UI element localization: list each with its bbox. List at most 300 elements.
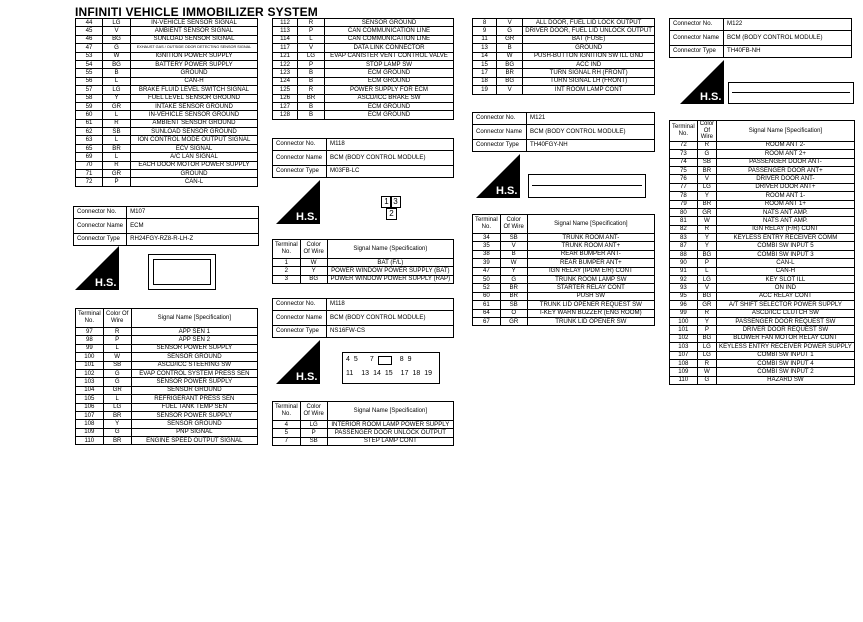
wire-color-cell: L	[298, 35, 325, 43]
terminal-no-cell: 35	[473, 242, 501, 250]
connector-name-value: BCM (BODY CONTROL MODULE)	[327, 151, 454, 166]
wire-color-cell: Y	[103, 94, 131, 102]
signal-name-cell: CAN-L	[717, 259, 855, 267]
signal-name-cell: DRIVER DOOR ANT+	[717, 183, 855, 191]
table-row	[273, 275, 454, 283]
table-row	[670, 301, 855, 309]
table-row	[76, 378, 258, 386]
wire-color-cell: R	[298, 19, 325, 27]
table-row	[273, 60, 454, 68]
terminal-no-cell: 110	[670, 376, 698, 384]
signal-name-cell: ECM GROUND	[325, 77, 454, 85]
wire-color-cell: B	[298, 111, 325, 119]
col-signal: Signal Name [Specification]	[717, 121, 855, 142]
signal-name-cell: SENSOR POWER SUPPLY	[131, 378, 257, 386]
signal-name-cell: SENSOR GROUND	[131, 420, 257, 428]
signal-name-cell: KEYLESS ENTRY RECEIVER COMM	[717, 234, 855, 242]
wire-color-cell: G	[497, 27, 523, 35]
col-signal: Signal Name [Specification]	[527, 215, 654, 234]
wire-color-cell: BR	[298, 94, 325, 102]
wire-color-cell: BR	[103, 411, 131, 419]
wire-color-cell: BR	[697, 200, 716, 208]
wire-color-cell: L	[103, 395, 131, 403]
signal-name-cell: NATS ANT AMP.	[717, 217, 855, 225]
signal-name-cell: APP SEN 2	[131, 336, 257, 344]
table-row	[76, 428, 258, 436]
terminal-table-7	[472, 214, 655, 326]
wire-color-cell: Y	[103, 420, 131, 428]
terminal-table-5	[272, 401, 454, 446]
wire-color-cell: P	[697, 259, 716, 267]
connector-name-label: Connector Name	[74, 219, 127, 234]
wire-color-cell: B	[298, 77, 325, 85]
table-row	[670, 267, 855, 275]
terminal-no-cell: 76	[670, 175, 698, 183]
connector-info-m118-b	[272, 298, 454, 338]
signal-name-cell: KEYLESS ENTRY RECEIVER POWER SUPPLY	[717, 343, 855, 351]
terminal-no-cell: 63	[76, 136, 103, 144]
table-row	[76, 161, 258, 169]
col-signal: Signal Name [Specification]	[131, 309, 257, 328]
signal-name-cell: PASSENGER DOOR REQUEST SW	[717, 317, 855, 325]
wire-color-cell: LG	[697, 343, 716, 351]
terminal-no-cell: 117	[273, 44, 298, 52]
signal-name-cell: IN-VEHICLE SENSOR GROUND	[131, 111, 258, 119]
terminal-no-cell: 102	[76, 369, 104, 377]
table-row	[670, 309, 855, 317]
pin-label: 5	[353, 356, 358, 363]
terminal-no-cell: 70	[76, 161, 103, 169]
terminal-no-cell: 39	[473, 259, 501, 267]
wire-color-cell: LG	[697, 183, 716, 191]
wire-color-cell: B	[497, 44, 523, 52]
signal-name-cell: TURN SIGNAL RH (FRONT)	[523, 69, 655, 77]
table-row	[473, 86, 655, 94]
signal-name-cell: STEP LAMP CONT	[327, 437, 453, 445]
signal-name-cell: ASCD/ICC STEERING SW	[131, 361, 257, 369]
table-row	[76, 420, 258, 428]
table-row	[670, 217, 855, 225]
table-row	[670, 368, 855, 376]
pin-label: 4	[346, 356, 350, 363]
signal-name-cell: ROOM ANT 2-	[717, 141, 855, 149]
wire-color-cell: BG	[103, 35, 131, 43]
terminal-no-cell: 45	[76, 27, 103, 35]
signal-name-cell: DRIVER DOOR ANT-	[717, 175, 855, 183]
table-row	[76, 60, 258, 68]
col-terminal: Terminal No.	[670, 121, 698, 142]
signal-name-cell: AMBIENT SENSOR SIGNAL	[131, 27, 258, 35]
terminal-no-cell: 80	[670, 208, 698, 216]
table-row	[273, 77, 454, 85]
wire-color-cell: Y	[697, 192, 716, 200]
terminal-no-cell: 3	[273, 275, 301, 283]
table-row	[76, 144, 258, 152]
terminal-no-cell: 92	[670, 276, 698, 284]
wire-color-cell: B	[298, 102, 325, 110]
signal-name-cell: CAN COMMUNICATION LINE	[325, 35, 454, 43]
wire-color-cell: G	[103, 428, 131, 436]
wire-color-cell: SB	[103, 128, 131, 136]
signal-name-cell: SENSOR POWER SUPPLY	[131, 411, 257, 419]
table-row	[273, 19, 454, 27]
terminal-no-cell: 71	[76, 170, 103, 178]
signal-name-cell: POWER WINDOW POWER SUPPLY (BAT)	[327, 267, 453, 275]
wire-color-cell: W	[500, 259, 527, 267]
wire-color-cell: W	[103, 52, 131, 60]
signal-name-cell: SUNLOAD SENSOR GROUND	[131, 128, 258, 136]
table-row	[473, 27, 655, 35]
connector-no-value: M118	[327, 299, 454, 311]
terminal-no-cell: 88	[670, 250, 698, 258]
terminal-no-cell: 11	[473, 35, 497, 43]
wire-color-cell: LG	[103, 19, 131, 27]
wire-color-cell: BR	[500, 292, 527, 300]
table-row	[76, 386, 258, 394]
table-row	[273, 111, 454, 119]
connector-no-value: M122	[724, 19, 852, 31]
pin-label: 9	[407, 356, 412, 363]
terminal-no-cell: 55	[76, 69, 103, 77]
wire-color-cell: V	[298, 44, 325, 52]
terminal-no-cell: 67	[473, 317, 501, 325]
signal-name-cell: CAN-H	[131, 77, 258, 85]
table-row	[670, 166, 855, 174]
connector-name-value: BCM (BODY CONTROL MODULE)	[527, 125, 655, 140]
terminal-no-cell: 59	[76, 102, 103, 110]
table-row	[273, 94, 454, 102]
terminal-no-cell: 64	[473, 309, 501, 317]
connector-type-label: Connector Type	[74, 234, 127, 246]
terminal-no-cell: 103	[76, 378, 104, 386]
terminal-no-cell: 98	[76, 336, 104, 344]
signal-name-cell: COMBI SW INPUT 5	[717, 242, 855, 250]
terminal-no-cell: 50	[473, 275, 501, 283]
table-row	[670, 208, 855, 216]
signal-name-cell: DRIVER DOOR REQUEST SW	[717, 326, 855, 334]
pin-label: 15	[384, 370, 393, 377]
table-row	[76, 178, 258, 186]
table-row	[273, 267, 454, 275]
pin-label: 1	[381, 196, 392, 208]
wire-color-cell: SB	[697, 158, 716, 166]
table-row	[76, 361, 258, 369]
signal-name-cell: REAR BUMPER ANT-	[527, 250, 654, 258]
table-row	[76, 119, 258, 127]
col-terminal: Terminal No.	[76, 309, 104, 328]
table-row	[670, 158, 855, 166]
connector-no-value: M107	[127, 207, 259, 219]
signal-name-cell: BAT (F/L)	[327, 259, 453, 267]
table-row	[76, 395, 258, 403]
table-row	[273, 27, 454, 35]
signal-name-cell: COMBI SW INPUT 2	[717, 368, 855, 376]
table-row	[76, 77, 258, 85]
wire-color-cell: P	[103, 178, 131, 186]
signal-name-cell: SENSOR GROUND	[325, 19, 454, 27]
col-color: Color Of Wire	[300, 240, 327, 259]
table-row	[473, 60, 655, 68]
terminal-no-cell: 91	[670, 267, 698, 275]
signal-name-cell: ION CONTROL MODE OUTPUT SIGNAL	[131, 136, 258, 144]
connector-diagram-m107	[148, 254, 216, 290]
wire-color-cell: BG	[497, 77, 523, 85]
table-row	[76, 19, 258, 27]
wire-color-cell: B	[500, 250, 527, 258]
table-row	[670, 376, 855, 384]
wire-color-cell: GR	[697, 301, 716, 309]
signal-name-cell: STOP LAMP SW	[325, 60, 454, 68]
wire-color-cell: G	[103, 44, 131, 52]
wire-color-cell: LG	[103, 403, 131, 411]
wire-color-cell: LG	[298, 52, 325, 60]
terminal-no-cell: 38	[473, 250, 501, 258]
signal-name-cell: GROUND	[131, 69, 258, 77]
terminal-table-6	[472, 18, 655, 95]
wire-color-cell: LG	[697, 276, 716, 284]
wire-color-cell: GR	[500, 317, 527, 325]
wire-color-cell: R	[697, 225, 716, 233]
connector-type-value: NS16FW-CS	[327, 326, 454, 338]
signal-name-cell: ASCD/ICC CLUTCH SW	[717, 309, 855, 317]
signal-name-cell: PNP SIGNAL	[131, 428, 257, 436]
terminal-no-cell: 18	[473, 77, 497, 85]
col-terminal: Terminal No.	[273, 240, 301, 259]
table-row	[670, 343, 855, 351]
connector-diagram-m122	[728, 82, 854, 104]
terminal-no-cell: 79	[670, 200, 698, 208]
col-terminal: Terminal No.	[473, 215, 501, 234]
signal-name-cell: ECM GROUND	[325, 111, 454, 119]
pin-label: 17	[400, 370, 409, 377]
connector-no-label: Connector No.	[670, 19, 724, 31]
terminal-no-cell: 82	[670, 225, 698, 233]
terminal-no-cell: 47	[76, 44, 103, 52]
terminal-no-cell: 90	[670, 259, 698, 267]
terminal-no-cell: 15	[473, 60, 497, 68]
terminal-no-cell: 108	[76, 420, 104, 428]
connector-latch	[378, 356, 392, 365]
wire-color-cell: GR	[103, 386, 131, 394]
signal-name-cell: TRUNK LID OPENER SW	[527, 317, 654, 325]
wire-color-cell: W	[497, 52, 523, 60]
signal-name-cell: PASSENGER DOOR UNLOCK OUTPUT	[327, 429, 453, 437]
signal-name-cell: ECV SIGNAL	[131, 144, 258, 152]
terminal-no-cell: 126	[273, 94, 298, 102]
wire-color-cell: V	[500, 242, 527, 250]
terminal-no-cell: 122	[273, 60, 298, 68]
signal-name-cell: DRIVER DOOR, FUEL LID UNLOCK OUTPUT	[523, 27, 655, 35]
signal-name-cell: IGNITION POWER SUPPLY	[131, 52, 258, 60]
wire-color-cell: BG	[697, 292, 716, 300]
pin-label: 19	[424, 370, 433, 377]
table-row	[670, 225, 855, 233]
signal-name-cell: IGN RELAY (F/R) CONT	[717, 225, 855, 233]
connector-type-label: Connector Type	[273, 326, 327, 338]
wire-color-cell: B	[103, 69, 131, 77]
terminal-no-cell: 87	[670, 242, 698, 250]
wire-color-cell: BG	[697, 250, 716, 258]
signal-name-cell: PUSH SW	[527, 292, 654, 300]
col-signal: Signal Name [Specification]	[327, 402, 453, 421]
wire-color-cell: BG	[497, 60, 523, 68]
wire-color-cell: V	[497, 19, 523, 27]
connector-name-label: Connector Name	[670, 31, 724, 46]
wire-color-cell: GR	[497, 35, 523, 43]
terminal-no-cell: 96	[670, 301, 698, 309]
connector-name-value: BCM (BODY CONTROL MODULE)	[327, 311, 454, 326]
wire-color-cell: Y	[300, 267, 327, 275]
wire-color-cell: GR	[697, 208, 716, 216]
terminal-no-cell: 56	[76, 77, 103, 85]
table-row	[670, 326, 855, 334]
connector-diagram-m118-a	[378, 194, 400, 226]
signal-name-cell: INTAKE SENSOR GROUND	[131, 102, 258, 110]
signal-name-cell: PASSENGER DOOR ANT-	[717, 158, 855, 166]
signal-name-cell: FUEL LEVEL SENSOR GROUND	[131, 94, 258, 102]
terminal-no-cell: 13	[473, 44, 497, 52]
wire-color-cell: W	[697, 217, 716, 225]
signal-name-cell: SENSOR POWER SUPPLY	[131, 344, 257, 352]
terminal-table-4	[272, 239, 454, 284]
terminal-no-cell: 101	[670, 326, 698, 334]
table-row	[473, 317, 655, 325]
table-row	[76, 86, 258, 94]
connector-diagram-m118-b	[342, 352, 440, 384]
table-row	[273, 35, 454, 43]
signal-name-cell: CAN-H	[717, 267, 855, 275]
connector-type-label: Connector Type	[273, 166, 327, 178]
signal-name-cell: INTERIOR ROOM LAMP POWER SUPPLY	[327, 421, 453, 429]
hs-logo-text: H.S.	[700, 91, 722, 103]
table-row	[473, 234, 655, 242]
wire-color-cell: BR	[103, 144, 131, 152]
table-row	[473, 242, 655, 250]
terminal-no-cell: 9	[473, 27, 497, 35]
table-row	[670, 276, 855, 284]
wire-color-cell: SB	[500, 301, 527, 309]
wire-color-cell: P	[697, 326, 716, 334]
table-row	[473, 77, 655, 85]
connector-name-label: Connector Name	[473, 125, 527, 140]
table-row	[273, 429, 454, 437]
connector-no-label: Connector No.	[74, 207, 127, 219]
signal-name-cell: ECM GROUND	[325, 102, 454, 110]
table-row	[473, 44, 655, 52]
wire-color-cell: P	[103, 336, 131, 344]
signal-name-cell: BATTERY POWER SUPPLY	[131, 60, 258, 68]
table-row	[76, 411, 258, 419]
table-row	[473, 284, 655, 292]
hs-logo	[276, 180, 320, 224]
col-signal: Signal Name (Specification)	[327, 240, 453, 259]
terminal-no-cell: 110	[76, 437, 104, 445]
terminal-no-cell: 97	[76, 328, 104, 336]
signal-name-cell: SENSOR GROUND	[131, 386, 257, 394]
wire-color-cell: LG	[103, 86, 131, 94]
connector-info-m118-a	[272, 138, 454, 178]
signal-name-cell: GROUND	[523, 44, 655, 52]
terminal-no-cell: 54	[76, 60, 103, 68]
signal-name-cell: TURN SIGNAL LH (FRONT)	[523, 77, 655, 85]
table-row	[273, 44, 454, 52]
connector-info-m122	[669, 18, 852, 58]
pin-label: 3	[390, 196, 401, 208]
table-row	[76, 111, 258, 119]
terminal-no-cell: 4	[273, 421, 301, 429]
wire-color-cell: W	[103, 353, 131, 361]
wire-color-cell: P	[298, 60, 325, 68]
pin-label: 7	[369, 356, 374, 363]
connector-no-value: M118	[327, 139, 454, 151]
terminal-no-cell: 60	[473, 292, 501, 300]
table-row	[473, 35, 655, 43]
table-row	[76, 336, 258, 344]
table-row	[670, 183, 855, 191]
signal-name-cell: FUEL TANK TEMP SEN	[131, 403, 257, 411]
terminal-no-cell: 107	[76, 411, 104, 419]
signal-name-cell: TRUNK ROOM ANT-	[527, 234, 654, 242]
wire-color-cell: Y	[697, 317, 716, 325]
terminal-no-cell: 75	[670, 166, 698, 174]
wire-color-cell: Y	[500, 267, 527, 275]
signal-name-cell: ON IND	[717, 284, 855, 292]
terminal-no-cell: 73	[670, 150, 698, 158]
connector-no-label: Connector No.	[273, 139, 327, 151]
wire-color-cell: W	[300, 259, 327, 267]
terminal-no-cell: 112	[273, 19, 298, 27]
wire-color-cell: SB	[300, 437, 327, 445]
hs-logo-text: H.S.	[296, 211, 318, 223]
signal-name-cell: POWER SUPPLY FOR ECM	[325, 86, 454, 94]
table-row	[670, 141, 855, 149]
signal-name-cell: ACC IND	[523, 60, 655, 68]
signal-name-cell: ROOM ANT 1-	[717, 192, 855, 200]
terminal-table-3	[272, 18, 454, 120]
connector-no-label: Connector No.	[473, 113, 527, 125]
signal-name-cell: PUSH-BUTTON IGNITION SW ILL GND	[523, 52, 655, 60]
table-row	[670, 359, 855, 367]
wire-color-cell: R	[103, 161, 131, 169]
table-row	[76, 69, 258, 77]
signal-name-cell: ENGINE SPEED OUTPUT SIGNAL	[131, 437, 257, 445]
table-row	[273, 52, 454, 60]
hs-logo-text: H.S.	[95, 277, 117, 289]
wire-color-cell: L	[103, 111, 131, 119]
signal-name-cell: SUNLOAD SENSOR SIGNAL	[131, 35, 258, 43]
pin-label: 8	[399, 356, 404, 363]
signal-name-cell: APP SEN 1	[131, 328, 257, 336]
wire-color-cell: BG	[300, 275, 327, 283]
table-row	[473, 69, 655, 77]
connector-type-value: TH40FGY-NH	[527, 140, 655, 152]
terminal-no-cell: 62	[76, 128, 103, 136]
signal-name-cell: KEY SLOT ILL	[717, 276, 855, 284]
terminal-table-8	[669, 120, 855, 385]
table-row	[473, 309, 655, 317]
table-row	[473, 52, 655, 60]
terminal-no-cell: 114	[273, 35, 298, 43]
table-row	[76, 170, 258, 178]
terminal-no-cell: 72	[76, 178, 103, 186]
signal-name-cell: REAR BUMPER ANT+	[527, 259, 654, 267]
wire-color-cell: LG	[300, 421, 327, 429]
col-terminal: Terminal No.	[273, 402, 301, 421]
connector-type-value: RH24FGY-RZ8-R-LH-Z	[127, 234, 259, 246]
signal-name-cell: EXHAUST GAS / OUTSIDE ODOR DETECTING SENSOR SIGNAL	[131, 44, 258, 52]
signal-name-cell: SENSOR GROUND	[131, 353, 257, 361]
wire-color-cell: BR	[103, 437, 131, 445]
